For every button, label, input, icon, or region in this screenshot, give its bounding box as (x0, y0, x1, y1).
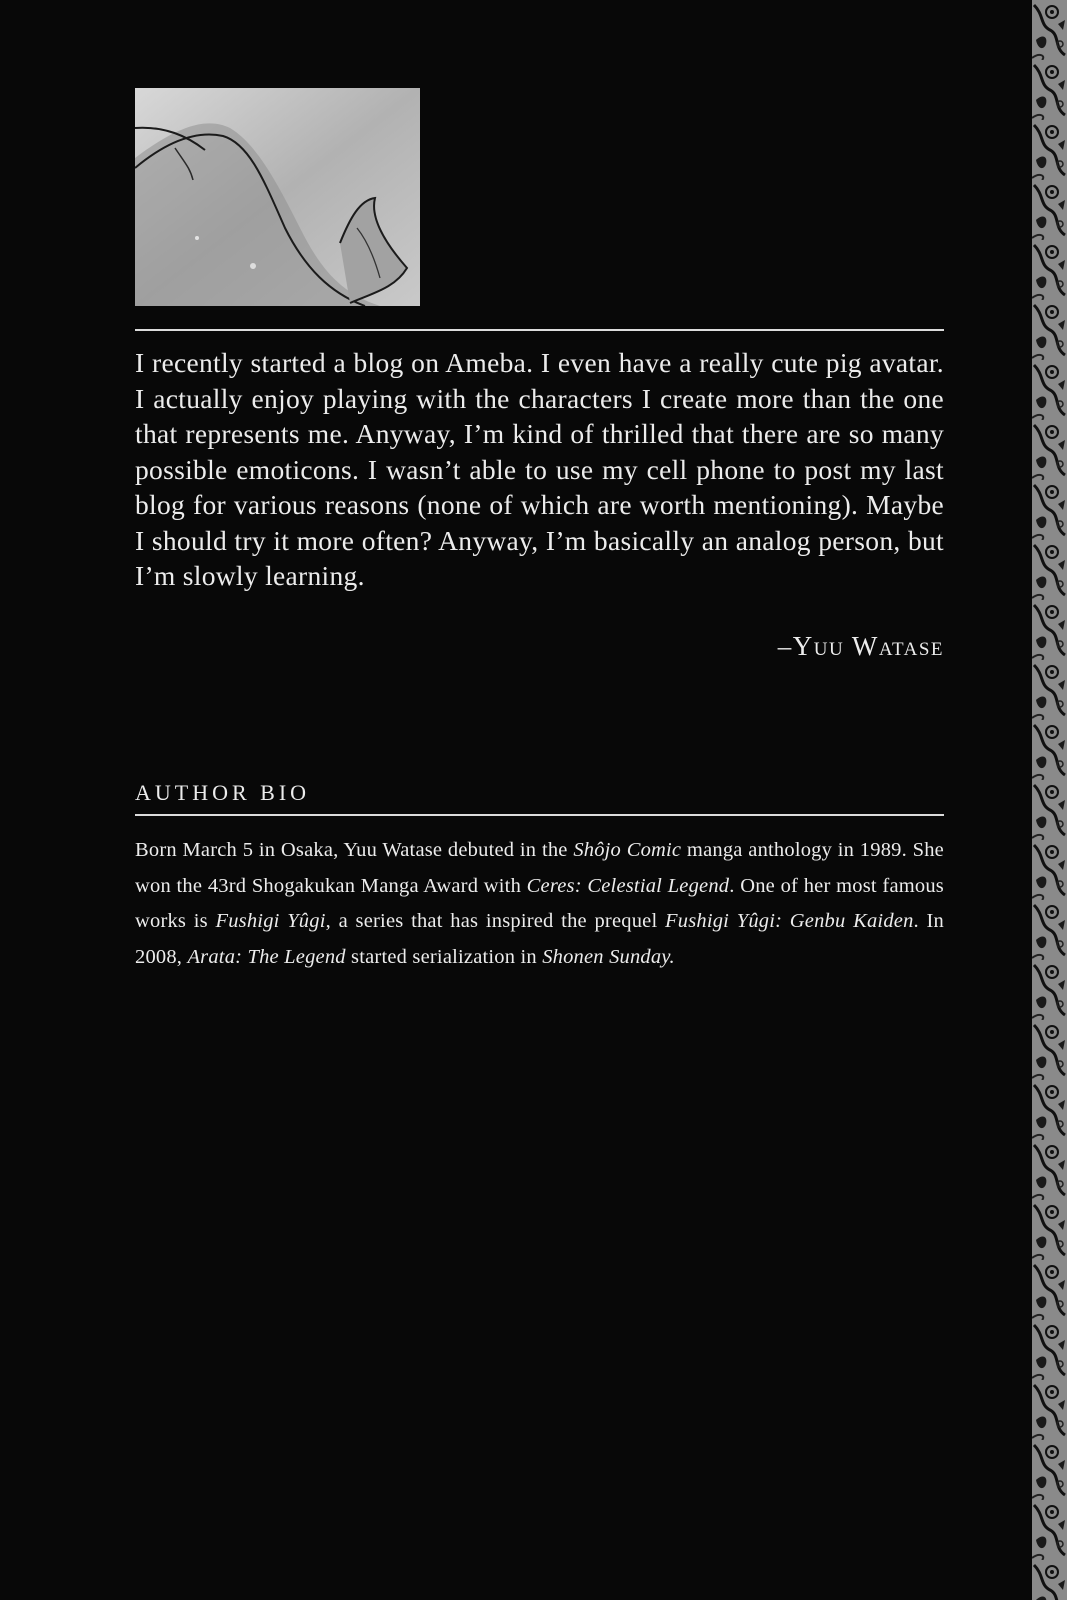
bio-text-5: . In 2008, (135, 910, 944, 968)
bio-title-ceres: Ceres: Celestial Legend (526, 874, 730, 897)
bio-text-4: , a series that has inspired the prequel (325, 910, 666, 932)
author-bio-text (135, 833, 944, 975)
bio-title-arata: Arata: The Legend (187, 945, 346, 968)
author-signature: –Yuu Watase (777, 631, 944, 661)
bio-divider (135, 814, 944, 816)
bio-title-shojo-comic: Shôjo Comic (573, 839, 682, 861)
bio-text-3: . One of her most famous works is (135, 874, 944, 932)
author-message: I recently started a blog on Ameba. I even have a really cute pig avatar. I actually enjoy playing with the characters I create more than the one that represents me. Anyway, I’m kind of thrilled that there are so many possible emoticons. I wasn’t able to use my cell phone to post my last blog for various reasons (none of which are worth mentioning). Maybe I should try it more often? Anyway, I’m basically an analog person, but I’m slowly learning. (135, 347, 944, 591)
bio-title-fushigi-yugi: Fushigi Yûgi (215, 910, 326, 932)
bio-title-shonen-sunday: Shonen Sunday. (542, 945, 675, 968)
manga-illustration (135, 88, 420, 306)
author-bio-heading: AUTHOR BIO (135, 780, 311, 805)
top-divider (135, 329, 944, 331)
floral-border (1032, 0, 1067, 1600)
manga-sketch-image (135, 88, 420, 306)
bio-text-2: manga anthology in 1989. She won the 43rd Shogakukan Manga Award with (135, 839, 944, 897)
bio-title-genbu-kaiden: Fushigi Yûgi: Genbu Kaiden (665, 910, 914, 932)
bio-text-6: started serialization in (345, 945, 543, 968)
floral-pattern-icon (1032, 0, 1067, 1600)
bio-text-1: Born March 5 in Osaka, Yuu Watase debuted in the (135, 839, 574, 861)
